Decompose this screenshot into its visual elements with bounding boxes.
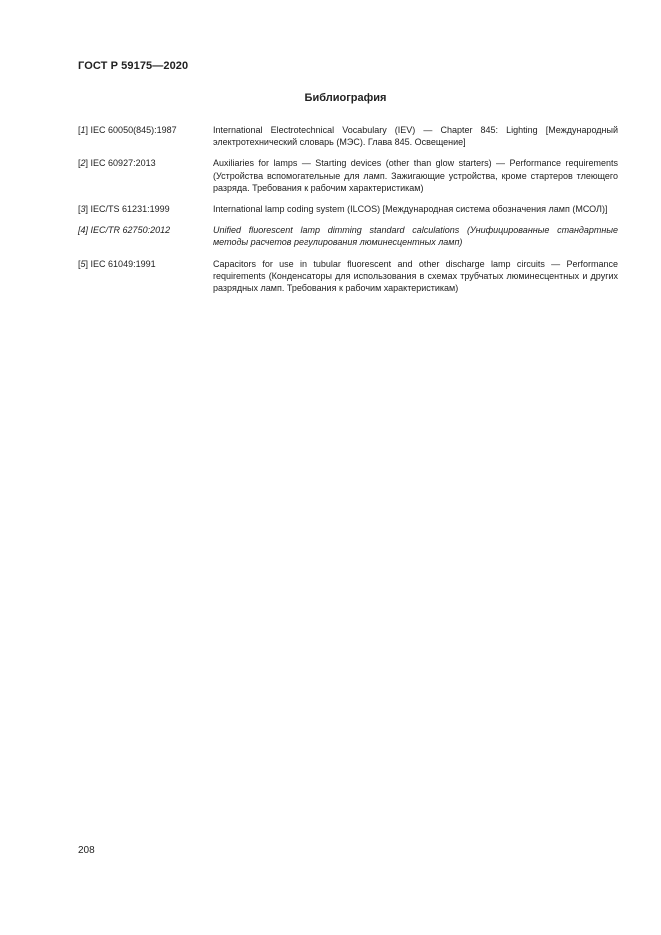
section-title: Библиография bbox=[304, 92, 387, 104]
document-header-standard-id: ГОСТ Р 59175—2020 bbox=[78, 60, 189, 72]
bibliography-entry bbox=[78, 124, 618, 148]
ref-number: 4 bbox=[80, 225, 86, 236]
ref-number: 2 bbox=[80, 158, 86, 169]
bibliography-list bbox=[78, 124, 618, 303]
ref-code: IEC 61049:1991 bbox=[90, 258, 156, 269]
ref-number: 5 bbox=[80, 258, 86, 269]
bibliography-description: Unified fluorescent lamp dimming standard calculations (Унифицированные стандартные методы расчетов регулирования люминесцентных ламп) bbox=[213, 225, 618, 248]
ref-number: 1 bbox=[80, 125, 86, 135]
bibliography-ref: [3] IEC/TS 61231:1999 bbox=[78, 204, 170, 215]
ref-code: IEC/TR 62750:2012 bbox=[90, 225, 171, 236]
bibliography-description: International Electrotechnical Vocabulary (IEV) — Chapter 845: Lighting [Международный электротехнический словарь (МЭС). Глава 845. Освещение] bbox=[213, 125, 618, 148]
bibliography-entry bbox=[78, 203, 618, 215]
bibliography-ref: [4] IEC/TR 62750:2012 bbox=[78, 225, 171, 236]
bibliography-entry bbox=[78, 258, 618, 295]
bibliography-description: Capacitors for use in tubular fluorescent and other discharge lamp circuits — Performance requirements (Конденсаторы для использования в схемах трубчатых люминесцентных и других разрядных ламп. Требования к рабочим характеристикам) bbox=[213, 258, 618, 294]
bibliography-ref: [2] IEC 60927:2013 bbox=[78, 158, 156, 169]
ref-code: IEC 60050(845):1987 bbox=[90, 125, 177, 135]
bibliography-description: Auxiliaries for lamps — Starting devices (other than glow starters) — Performance requirements (Устройства вспомогательные для ламп. Зажигающие устройства, кроме стартеров тлеющего разряда. Требования к рабочим характеристикам) bbox=[213, 158, 618, 193]
ref-code: IEC 60927:2013 bbox=[90, 158, 156, 169]
bibliography-description: International lamp coding system (ILCOS) [Международная система обозначения ламп (МСОЛ)] bbox=[213, 204, 608, 215]
page-number: 208 bbox=[78, 845, 95, 856]
ref-code: IEC/TS 61231:1999 bbox=[90, 204, 170, 215]
bibliography-ref: [5] IEC 61049:1991 bbox=[78, 258, 156, 269]
bibliography-ref: [1] IEC 60050(845):1987 bbox=[78, 125, 177, 135]
bibliography-entry bbox=[78, 157, 618, 194]
ref-number: 3 bbox=[80, 204, 86, 215]
bibliography-entry bbox=[78, 224, 618, 248]
